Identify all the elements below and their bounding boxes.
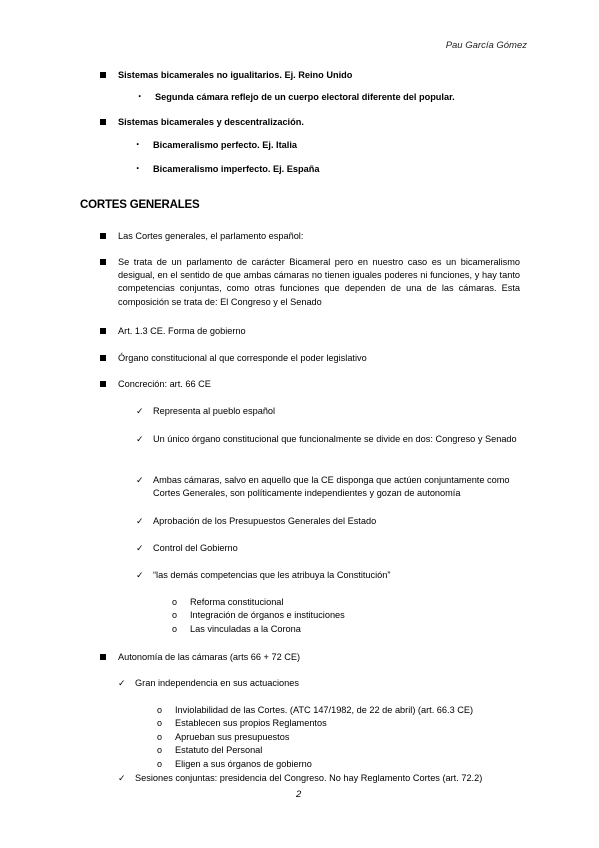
list-item: · Bicameralismo perfecto. Ej. Italia <box>153 139 297 152</box>
check-item: ✓ Representa al pueblo español <box>153 405 275 418</box>
sub-list-item: o Integración de órganos e instituciones <box>190 609 345 622</box>
check-item: ✓ Aprobación de los Presupuestos Generales del Estado <box>153 515 376 528</box>
page-number: 2 <box>296 789 302 800</box>
list-item: Órgano constitucional al que corresponde el poder legislativo <box>118 352 367 365</box>
sub-list-item: o Aprueban sus presupuestos <box>175 731 289 744</box>
check-item: ✓ Sesiones conjuntas: presidencia del Congreso. No hay Reglamento Cortes (art. 72.2) <box>135 772 482 785</box>
list-item: Las Cortes generales, el parlamento español: <box>118 230 303 243</box>
check-item: ✓ Gran independencia en sus actuaciones <box>135 677 299 690</box>
check-item: ✓ Un único órgano constitucional que funcionalmente se divide en dos: Congreso y Senado <box>153 433 523 446</box>
sub-list-item: o Eligen a sus órganos de gobierno <box>175 758 312 771</box>
check-item: ✓ Control del Gobierno <box>153 542 238 555</box>
sub-list-item: o Las vinculadas a la Corona <box>190 623 301 636</box>
list-item: Art. 1.3 CE. Forma de gobierno <box>118 325 246 338</box>
list-item: Concreción: art. 66 CE <box>118 378 211 391</box>
sub-list-item: o Inviolabilidad de las Cortes. (ATC 147/1982, de 22 de abril) (art. 66.3 CE) <box>175 704 473 717</box>
section-title: CORTES GENERALES <box>80 199 200 211</box>
check-item: ✓ “las demás competencias que les atribuya la Constitución” <box>153 569 390 582</box>
sub-list-item: o Reforma constitucional <box>190 596 283 609</box>
sub-list-item: o Estatuto del Personal <box>175 744 262 757</box>
list-item: Autonomía de las cámaras (arts 66 + 72 CE) <box>118 651 300 664</box>
list-item: Sistemas bicamerales y descentralización. <box>118 116 304 129</box>
list-item: Se trata de un parlamento de carácter Bicameral pero en nuestro caso es un bicameralismo desigual, en el sentido de que ambas cámaras no tienen iguales poderes ni funciones, y hay tanto competencias conjuntas, como otras funciones que dependen de una de las cámaras. Esta composición se trata de: El Congreso y el Senado <box>118 256 520 309</box>
list-item: Sistemas bicamerales no igualitarios. Ej. Reino Unido <box>118 69 352 82</box>
page-header-author: Pau García Gómez <box>445 40 527 51</box>
check-item: ✓ Ambas cámaras, salvo en aquello que la CE disponga que actúen conjuntamente como Cortes Generales, son políticamente independientes y gozan de autonomía <box>153 474 523 500</box>
list-item: · Segunda cámara reflejo de un cuerpo electoral diferente del popular. <box>155 91 455 104</box>
sub-list-item: o Establecen sus propios Reglamentos <box>175 717 327 730</box>
list-item: · Bicameralismo imperfecto. Ej. España <box>153 163 319 176</box>
